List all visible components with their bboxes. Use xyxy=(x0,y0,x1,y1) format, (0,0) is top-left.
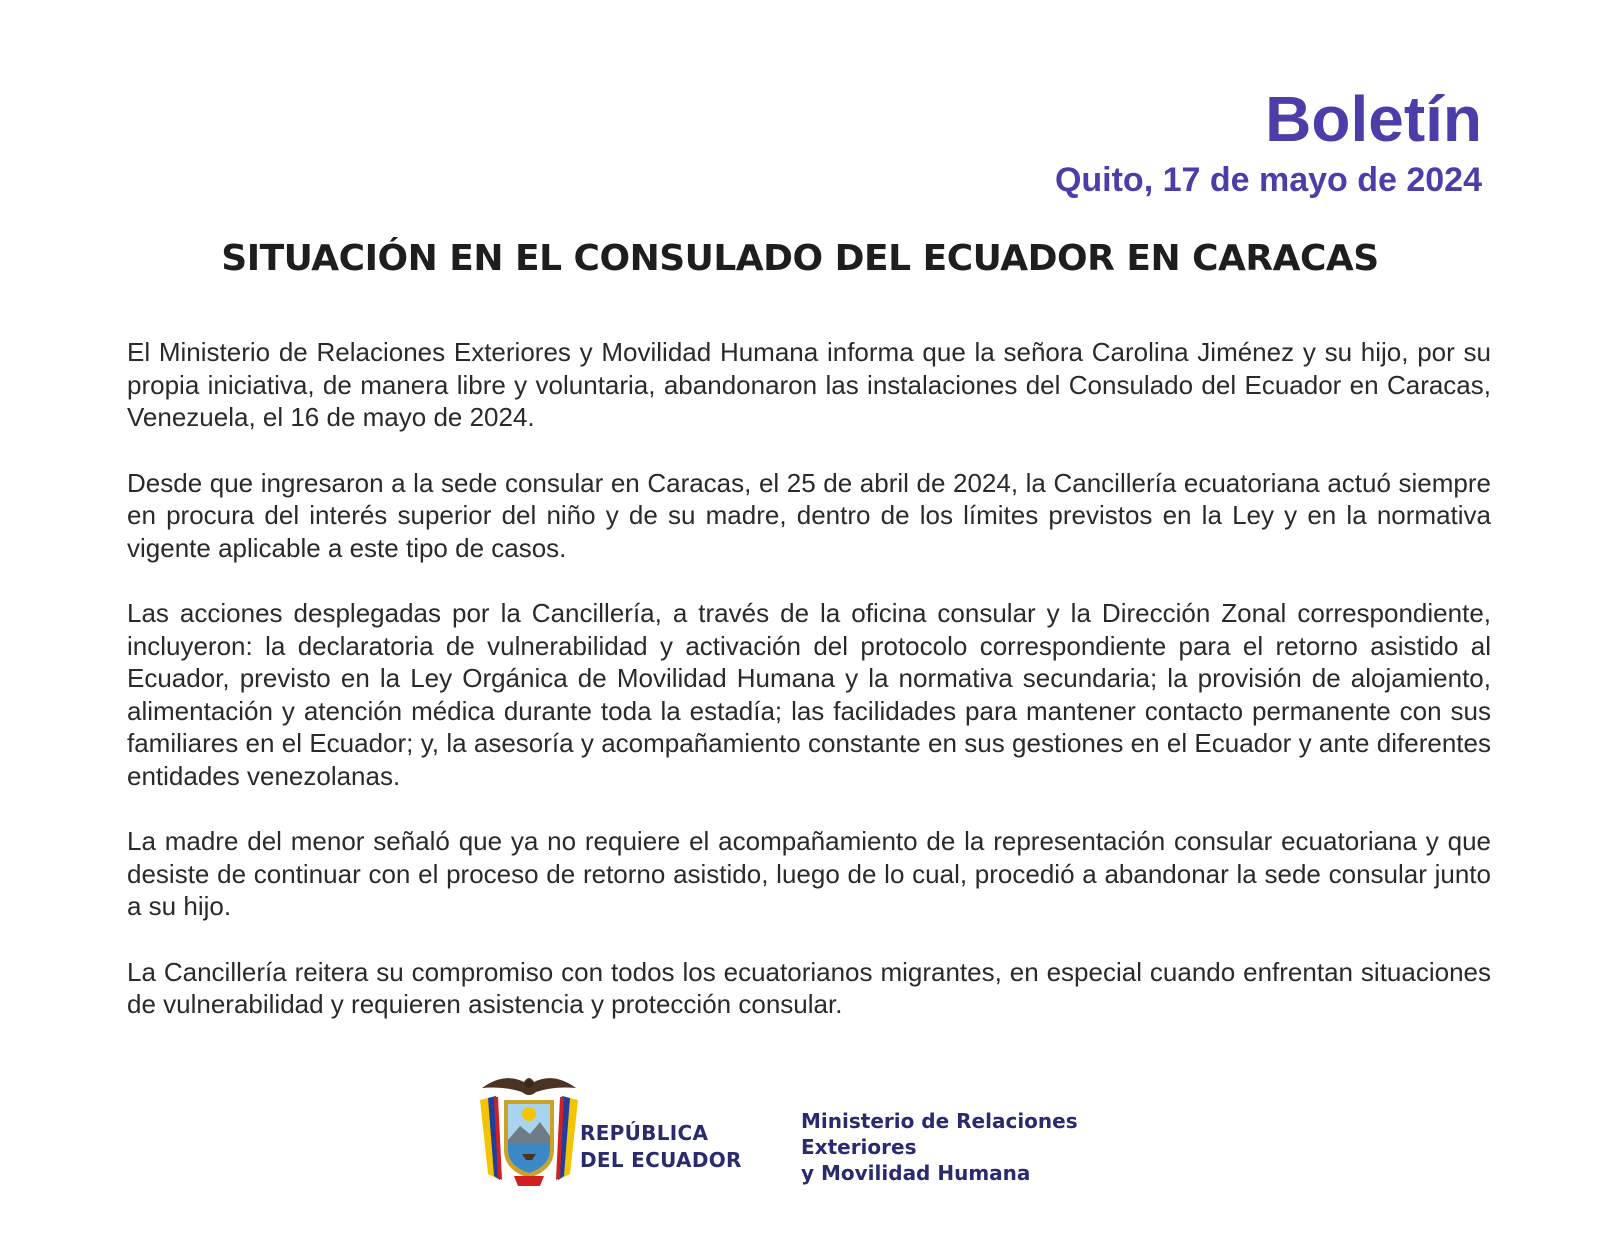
paragraph-3: Las acciones desplegadas por la Cancillería, a través de la oficina consular y la Dirección Zonal correspondiente, incluyeron: la declaratoria de vulnerabilidad y activación del protocolo correspondiente para el retorno asistido al Ecuador, previsto en la Ley Orgánica de Movilidad Humana y la normativa secundaria; la provisión de alojamiento, alimentación y atención médica durante toda la estadía; las facilidades para mantener contacto permanente con sus familiares en el Ecuador; y, la asesoría y acompañamiento constante en sus gestiones en el Ecuador y ante diferentes entidades venezolanas. xyxy=(127,598,1491,791)
page-title: SITUACIÓN EN EL CONSULADO DEL ECUADOR EN CARACAS xyxy=(221,238,1379,279)
republica-line-2: DEL ECUADOR xyxy=(580,1148,742,1172)
bulletin-body xyxy=(127,336,1491,1054)
bulletin-header xyxy=(1055,84,1482,200)
republica-wordmark xyxy=(580,1120,742,1174)
ministerio-line-1: Ministerio de Relaciones Exteriores xyxy=(801,1109,1078,1159)
ministerio-line-2: y Movilidad Humana xyxy=(801,1161,1031,1185)
paragraph-4: La madre del menor señaló que ya no requiere el acompañamiento de la representación consular ecuatoriana y que desiste de continuar con el proceso de retorno asistido, luego de lo cual, procedió a abandonar la sede consular junto a su hijo. xyxy=(127,826,1491,921)
bulletin-label: Boletín xyxy=(1265,83,1482,155)
paragraph-1: El Ministerio de Relaciones Exteriores y Movilidad Humana informa que la señora Carolina Jiménez y su hijo, por su propia iniciativa, de manera libre y voluntaria, abandonaron las instalaciones del Consulado del Ecuador en Caracas, Venezuela, el 16 de mayo de 2024. xyxy=(127,337,1491,432)
coat-of-arms-icon xyxy=(474,1070,584,1190)
bulletin-date: Quito, 17 de mayo de 2024 xyxy=(1054,161,1482,199)
ministerio-wordmark xyxy=(801,1108,1154,1186)
republica-line-1: REPÚBLICA xyxy=(580,1121,709,1145)
footer-logos xyxy=(474,1070,1154,1190)
paragraph-2: Desde que ingresaron a la sede consular en Caracas, el 25 de abril de 2024, la Cancillería ecuatoriana actuó siempre en procura del interés superior del niño y de su madre, dentro de los límites previstos en la Ley y en la normativa vigente aplicable a este tipo de casos. xyxy=(127,467,1491,563)
paragraph-5: La Cancillería reitera su compromiso con todos los ecuatorianos migrantes, en especial cuando enfrentan situaciones de vulnerabilidad y requieren asistencia y protección consular. xyxy=(127,956,1491,1019)
